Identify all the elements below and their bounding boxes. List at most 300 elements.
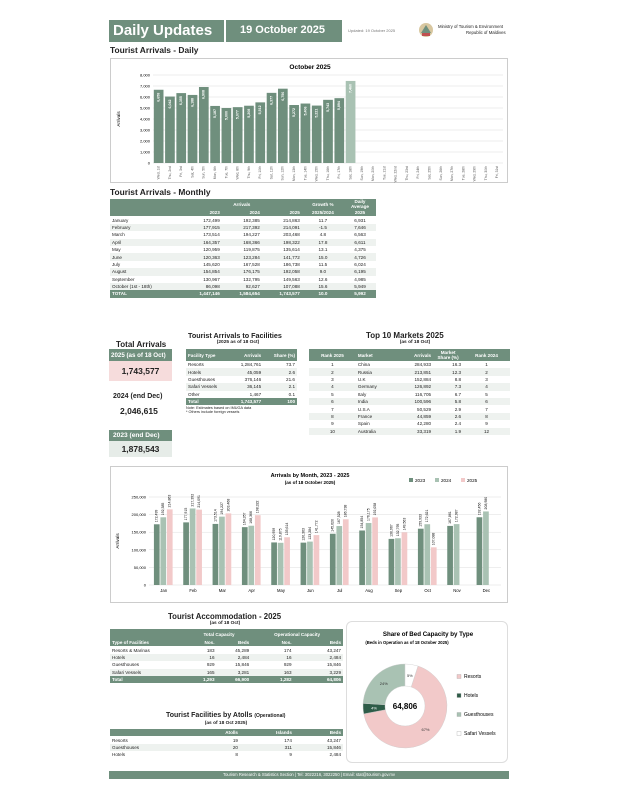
table-cell: 5 [331,391,334,397]
facilities-note2: * Others include foreign vessels [186,410,240,415]
table-cell: 8 [463,413,510,420]
y-tick-label: 7,000 [139,83,150,89]
table-cell: 177,915 [182,224,222,231]
bar-label: 214,091 [197,494,202,508]
daily-bar-label: 5,894 [337,101,342,111]
bar-2024 [336,526,342,585]
y-tick-label: 250,000 [131,494,146,500]
ath-atolls: Atolls [225,730,238,736]
table-cell: 214,091 [262,224,302,231]
ah-nos: Nos. [204,640,215,646]
legend-swatch [461,478,465,482]
month-row [110,246,376,253]
table-cell: 2,484 [294,654,343,661]
month-row [110,268,376,275]
pie-slice-label: 67% [421,726,430,732]
y-tick-label: 50,000 [133,564,146,570]
x-tick-label: Fri, 31st [495,166,500,179]
accommodation-title: Tourist Accommodation - 2025 [168,612,282,621]
table-cell: 311 [240,744,294,751]
table-cell: 2,484 [217,654,252,661]
total-cell: 1,743,577 [279,291,300,297]
table-cell: 15,846 [294,744,343,751]
table-cell: 10 [309,428,356,435]
legend-label: Guesthouses [464,712,494,718]
table-cell: 12 [463,428,510,435]
page-title: Daily Updates [113,22,213,39]
x-tick-label: Sat, 4th [190,166,195,178]
bar-label: 149,563 [402,517,407,531]
bar-label: 194,227 [219,501,224,515]
table-cell: 2.1 [263,383,297,390]
daily-bar-label: 5,512 [258,105,263,115]
table-cell: 3 [331,376,334,382]
month-row [110,216,376,223]
legend-swatch [435,478,439,482]
value-2025: 1,743,577 [109,361,172,381]
h-2025-2024: 2025/2024 [312,210,334,216]
table-cell: 43,247 [326,737,341,743]
total-cell: Total [112,677,123,683]
x-tick-label: Mar [218,588,226,593]
table-cell: 172,499 [203,217,220,223]
table-cell: 174 [283,647,292,653]
bar-2023 [183,522,189,585]
legend-label: Safari Vessels [464,731,496,737]
y-tick-label: 6,000 [139,94,150,100]
pie-slice-label: 4% [371,705,377,711]
table-cell: Russia [356,368,396,375]
y-tick-label: 4,000 [139,116,150,122]
daily-bar-label: 6,377 [269,95,274,105]
accommodation-row [110,646,343,653]
table-cell: 2,484 [329,752,341,758]
table-cell: 92,627 [222,283,262,290]
total-cell: 1,282 [280,677,292,683]
bar-label: 192,058 [373,502,378,516]
table-cell: August [110,268,182,275]
facilities-subtitle: (2025 as of 18 Oct) [216,340,260,345]
bar-2023 [418,529,424,585]
bar-label: 168,366 [249,511,254,524]
total-cell: 5,992 [354,291,366,297]
bar-label: 208,980 [483,496,488,510]
total-row [110,676,343,683]
x-tick-label: Thu, 2nd [167,166,172,180]
month-row [110,253,376,260]
bar-2025 [284,537,290,585]
month-row [110,239,376,246]
ah-oper: Operational Capacity [274,631,321,637]
h-daily: Daily Average [351,199,369,209]
bar-label: 130,967 [389,524,394,537]
legend-swatch [457,732,461,736]
accommodation-row [110,654,343,661]
total-cell: TOTAL [112,291,127,297]
table-cell: France [356,413,396,420]
table-cell: 4,985 [354,276,366,282]
daily-bar-label: 5,743 [325,102,330,112]
facility-row [186,391,297,398]
bar-2024 [278,543,284,585]
x-tick-label: Sun, 19th [359,166,364,181]
month-row [110,224,376,231]
table-cell: 8 [309,413,356,420]
month-row [110,276,376,283]
maldives-emblem [417,21,435,39]
facilities-title: Tourist Arrivals to Facilities [188,331,282,340]
table-cell: 2.9 [454,406,462,412]
bar-2023 [389,539,395,585]
x-tick-label: Tue, 21st [382,166,387,181]
table-cell: 7,646 [344,224,376,231]
total-cell: 64,806 [326,677,341,683]
bar-2023 [359,530,365,585]
value-2024: 2,046,615 [120,406,158,416]
table-cell: 120,959 [203,247,220,253]
table-cell: 33,319 [396,428,433,435]
ah-type: Type of Facilities [112,640,149,646]
table-cell: 123,284 [222,253,262,260]
total-cell: 66,900 [235,677,250,683]
x-tick-label: Fri, 3rd [179,166,184,177]
bar-label: 203,468 [226,498,231,512]
table-cell: 4 [309,383,356,390]
bar-label: 217,392 [190,493,195,507]
table-cell: 1 [485,362,488,368]
table-cell: 13.1 [318,247,328,253]
bar-2024 [307,542,313,585]
bar-2025 [402,532,408,585]
table-cell: 5 [485,391,488,397]
atolls-title-text: Tourist Facilities by Atolls [166,712,253,719]
table-cell: 3,229 [294,669,343,676]
ministry-name: Ministry of Tourism & Environment [438,24,504,29]
monthly-table [110,199,376,298]
table-cell: 9 [485,421,488,427]
total-cell: 10.0 [318,291,328,297]
market-row [309,361,510,368]
bar-label: 119,875 [278,528,283,541]
table-cell: 7 [331,406,334,412]
table-cell: 0.1 [288,391,295,397]
x-tick-label: Feb [189,588,197,593]
accommodation-subtitle: (as of 18 Oct) [209,621,241,626]
table-cell: 141,772 [262,253,302,260]
bar-label: 176,175 [366,508,371,521]
daily-bar-label: 5,272 [292,108,297,118]
x-tick-label: Aug [365,588,373,593]
table-cell: 7.3 [433,383,463,390]
table-cell: 42,280 [417,421,432,427]
table-cell: Guesthouses [112,662,140,668]
table-cell: 217,392 [222,224,262,231]
table-cell: 11.5 [318,261,328,267]
legend-label: 2025 [467,478,478,483]
table-cell: 8.8 [454,376,462,382]
table-cell: 19 [232,737,238,743]
table-cell: 152,884 [414,376,432,382]
table-cell: 5.8 [433,398,463,405]
table-cell: Guesthouses [188,376,216,382]
month-row [110,283,376,290]
table-cell: 165 [187,669,217,676]
y-tick-label: 0 [143,582,146,588]
x-tick-label: Wed, 22nd [393,166,398,183]
market-row [309,398,510,405]
table-cell: July [112,261,121,267]
x-tick-label: Oct [424,588,431,593]
total-row [186,398,297,405]
table-cell: 186,738 [283,261,300,267]
total-cell: Total [188,399,199,405]
table-cell: Italy [357,391,367,397]
bar-label: 132,795 [395,523,400,537]
bar-label: 186,738 [343,504,348,518]
monthly-chart-subtitle: (as of 18 October 2025) [284,480,336,485]
table-cell: 203,468 [283,232,300,238]
x-tick-label: Sun, 12th [280,166,285,181]
table-cell: Resorts & Marinas [112,647,150,653]
table-cell: 3 [485,376,488,382]
republic-name: Republic of Maldives [466,30,506,35]
table-cell: 7 [485,406,488,412]
facility-row [186,376,297,383]
table-cell: 929 [283,662,292,668]
total-cell: 100 [287,399,295,405]
table-cell: March [112,232,125,238]
mh-share: Market Share (%) [437,350,459,360]
table-cell: Resorts [112,737,128,743]
table-cell: India [356,398,396,405]
mh-rank24: Rank 2024 [475,352,498,358]
h-growth: Growth % [312,201,334,207]
market-row [309,413,510,420]
bar-label: 198,322 [255,500,260,514]
pie-slice-label: 5% [406,672,413,678]
x-tick-label: Thu, 16th [325,166,330,181]
bar-label: 145,620 [330,519,335,532]
table-cell: 2.4 [454,421,462,427]
table-cell: 50,529 [417,406,432,412]
table-cell: 135,614 [283,247,300,253]
markets-table [309,349,510,435]
footer-text: Tourism Research & Statistics Section | Tel: 3022216, 3022250 | Email: stat@tourism.gov.mv [223,772,395,777]
month-row [110,231,376,238]
table-cell: 1,284,761 [240,362,262,368]
bar-2024 [219,517,225,585]
table-cell: 2.6 [263,368,297,375]
monthly-y-label: Arrivals [115,533,120,549]
daily-bar-label: 5,187 [213,108,218,118]
bar-label: 167,861 [448,511,453,524]
x-tick-label: Apr [248,588,255,593]
table-cell: 6 [463,398,510,405]
legend-label: Resorts [464,674,482,680]
table-cell: 4 [463,383,510,390]
daily-section-title: Tourist Arrivals - Daily [110,45,199,55]
table-cell: January [112,217,129,223]
daily-chart [110,58,508,183]
x-tick-label: Tue, 7th [224,166,229,179]
ah-total: Total Capacity [203,631,235,637]
market-row [309,383,510,390]
ah-nos2: Nos. [281,640,292,646]
table-cell: 107,088 [262,283,302,290]
table-cell: 44,859 [396,413,433,420]
table-cell: 16 [187,654,217,661]
table-cell: Guesthouses [110,744,194,751]
accommodation-row [110,669,343,676]
x-tick-label: Wed, 15th [314,166,319,182]
x-tick-label: Wed, 1st [156,166,161,180]
table-cell: 2 [463,368,510,375]
bar-label: 172,499 [154,509,159,523]
table-cell: 163 [251,669,293,676]
h-arrivals: Arrivals [233,201,251,207]
x-tick-label: Mon, 27th [450,166,455,182]
table-cell: 6,931 [354,217,366,223]
table-cell: 12.6 [318,276,328,282]
total-arrivals-title: Total Arrivals [116,340,167,349]
mh-market: Market [357,352,373,358]
table-cell: May [112,247,121,253]
table-cell: 11.7 [318,217,328,223]
table-cell: 45,059 [230,368,263,375]
bar-2024 [483,511,489,585]
pie-title: Share of Bed Capacity by Type [382,631,474,638]
bar-2025 [255,515,261,585]
bar-2024 [190,508,196,585]
x-tick-label: Fri, 24th [416,166,421,179]
bar-label: 164,357 [242,512,247,526]
updated-label: Updated: 19 October 2025 [348,28,396,33]
bar-2024 [424,524,430,585]
bar-2024 [248,526,254,585]
table-cell: 1.9 [433,428,463,435]
bar-label: 141,772 [314,520,319,534]
value-2023: 1,878,543 [109,441,172,457]
table-cell: 6,024 [354,261,366,267]
table-cell: 6.7 [454,391,462,397]
x-tick-label: Mon, 13th [292,166,297,182]
total-cell: 1,447,146 [199,291,220,297]
table-cell: 168,366 [222,239,262,246]
daily-bar-label: 5,000 [224,111,229,120]
header-date: 19 October 2025 [240,24,325,36]
table-cell: 183 [206,647,215,653]
ath-islands: Islands [276,730,292,736]
h-2023: 2023 [209,210,220,216]
table-cell: 36,145 [230,383,263,390]
table-cell: Hotels [186,368,230,375]
daily-bar-label: 6,756 [280,91,285,101]
table-cell: 126,892 [396,383,433,390]
table-cell: U.K [357,376,366,382]
table-cell: 73.7 [286,362,295,368]
table-cell: 176,175 [222,268,262,275]
markets-title: Top 10 Markets 2025 [366,331,444,340]
table-cell: 4,726 [344,253,376,260]
table-cell: 284,933 [414,362,432,368]
markets-subtitle: (as of 18 Oct) [399,340,431,345]
table-cell: 194,227 [243,232,260,238]
fh-arrivals: Arrivals [244,352,262,358]
daily-bar-label: 6,188 [190,97,195,107]
table-cell: 6,195 [344,268,376,275]
month-row [110,261,376,268]
bar-2025 [196,510,202,585]
daily-bar-label: 5,406 [303,106,308,116]
atolls-subtitle: (as of 18 Oct 2025) [204,721,248,726]
table-cell: Hotels [112,752,126,758]
mh-arrivals: Arrivals [413,352,432,358]
bar-label: 120,363 [301,527,306,541]
x-tick-label: May [277,588,285,593]
legend-swatch [457,694,461,698]
table-cell: 130,967 [203,276,220,282]
table-cell: 15.0 [302,253,344,260]
x-tick-label: Thu, 23rd [404,166,409,181]
table-cell: 174 [284,737,292,743]
bar-label: 192,456 [477,502,482,516]
x-tick-label: Wed, 8th [235,166,240,180]
bar-2024 [160,517,166,585]
table-cell: 2 [309,368,356,375]
table-cell: 167,528 [243,261,260,267]
x-tick-label: Dec [482,588,491,593]
bar-label: 135,614 [285,522,290,536]
bar-2024 [366,523,372,585]
bar-2024 [454,524,460,585]
x-tick-label: Jul [336,588,343,593]
label-2025: 2025 (as of 18 Oct) [109,349,172,361]
table-cell: 15,846 [235,662,250,668]
table-cell: 45,289 [235,647,250,653]
bar-2023 [477,517,483,585]
y-tick-label: 1,000 [139,149,150,155]
table-cell: Spain [357,421,370,427]
x-tick-label: Mon, 6th [212,166,217,180]
table-cell: Hotels [110,654,187,661]
bed-share-chart [346,621,508,763]
table-cell: 4.8 [319,232,327,238]
ath-blank [110,729,194,736]
y-tick-label: 200,000 [131,512,146,518]
x-tick-label: Sep [394,588,403,593]
table-cell: 198,322 [262,239,302,246]
bar-2025 [314,535,320,585]
market-row [309,428,510,435]
daily-y-label: Arrivals [116,111,121,127]
daily-bar-label: 6,658 [156,92,161,102]
table-cell: 8 [235,752,238,758]
table-cell: Other [188,391,200,397]
table-cell: 6 [309,398,356,405]
table-cell: 9.0 [302,268,344,275]
bar-label: 107,088 [431,532,436,546]
x-tick-label: Tue, 14th [303,166,308,181]
fh-type: Facility Type [188,352,216,358]
table-cell: Resorts [188,362,204,368]
bar-label: 172,621 [425,509,430,523]
market-row [309,405,510,412]
bar-label: 192,385 [161,502,166,516]
bar-label: 167,528 [337,511,342,525]
bar-2025 [226,513,232,585]
atoll-row [110,736,343,743]
facility-row [186,361,297,368]
